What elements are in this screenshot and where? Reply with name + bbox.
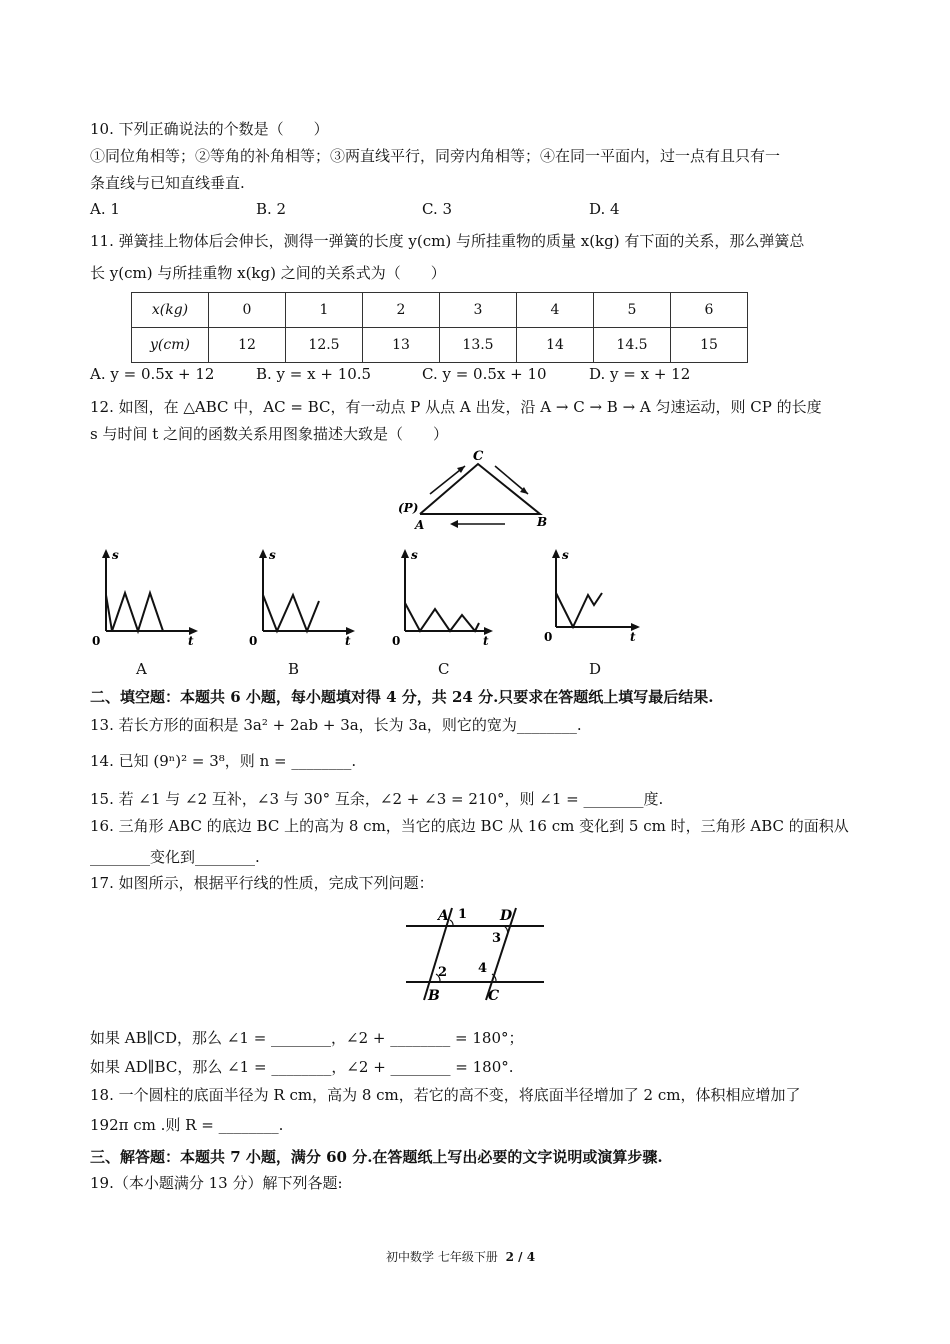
q10-stem: 10. 下列正确说法的个数是（ ） [90, 120, 329, 138]
label-b: B [537, 515, 548, 529]
q15: 15. 若 ∠1 与 ∠2 互补，∠3 与 30° 互余，∠2 + ∠3 = 210°，则 ∠1 = ________度. [90, 790, 664, 808]
q11-option-d: D. y = x + 12 [589, 365, 691, 383]
table-cell: 2 [363, 293, 440, 328]
label-a: A [415, 518, 425, 532]
q10-option-d: D. 4 [589, 200, 620, 218]
table-cell: 14.5 [594, 328, 671, 363]
label-c: C [473, 449, 484, 464]
axis-t-label: t [188, 634, 194, 648]
q14: 14. 已知 (9ⁿ)² = 3⁸，则 n = ________. [90, 752, 357, 770]
q10-option-c: C. 3 [422, 200, 453, 218]
q17-stem: 17. 如图所示，根据平行线的性质，完成下列问题： [90, 874, 434, 892]
table-row [132, 328, 748, 363]
label-b: B [428, 988, 440, 1004]
table-cell: 14 [517, 328, 594, 363]
axis-s-label: s [562, 548, 569, 562]
label-3: 3 [492, 931, 502, 946]
q10-body-line1: ①同位角相等；②等角的补角相等；③两直线平行，同旁内角相等；④在同一平面内，过一点有且只有一 [90, 147, 781, 165]
table-cell: 1 [286, 293, 363, 328]
q12-line1: 12. 如图，在 △ABC 中，AC = BC，有一动点 P 从点 A 出发，沿 A → C → B → A 匀速运动，则 CP 的长度 [90, 398, 822, 416]
table-cell: 0 [209, 293, 286, 328]
axis-t-label: t [345, 634, 351, 648]
origin-label: 0 [249, 634, 258, 648]
table-row [132, 293, 748, 328]
graph-c [393, 545, 508, 650]
axis-s-label: s [269, 548, 276, 562]
q17-line1: 如果 AB∥CD，那么 ∠1 = ________，∠2 + ________ = 180°； [90, 1029, 524, 1047]
graph-b-label: B [288, 660, 300, 678]
q16-line2: ________变化到________. [90, 848, 260, 866]
table-cell: 5 [594, 293, 671, 328]
graph-a-label: A [136, 660, 147, 678]
footer [386, 1248, 535, 1265]
graph-d-label: D [589, 660, 602, 678]
q11-line1: 11. 弹簧挂上物体后会伸长，测得一弹簧的长度 y(cm) 与所挂重物的质量 x(kg) 有下面的关系，那么弹簧总 [90, 232, 805, 250]
q11-option-b: B. y = x + 10.5 [256, 365, 372, 383]
table-cell: 4 [517, 293, 594, 328]
table-header-x: x(kg) [132, 293, 209, 328]
axis-s-label: s [411, 548, 418, 562]
graph-d [540, 545, 655, 650]
q10-option-a: A. 1 [90, 200, 120, 218]
axis-s-label: s [112, 548, 119, 562]
q16-line1: 16. 三角形 ABC 的底边 BC 上的高为 8 cm，当它的底边 BC 从 16 cm 变化到 5 cm 时，三角形 ABC 的面积从 [90, 817, 849, 835]
label-c: C [488, 988, 500, 1004]
graph-c-label: C [438, 660, 450, 678]
q13: 13. 若长方形的面积是 3a² + 2ab + 3a，长为 3a，则它的宽为________. [90, 716, 582, 734]
label-2: 2 [438, 965, 448, 980]
graph-a [88, 545, 203, 650]
origin-label: 0 [544, 630, 553, 644]
q18-line2: 192π cm .则 R = ________. [90, 1116, 284, 1134]
origin-label: 0 [392, 634, 401, 648]
spring-data-table [131, 292, 748, 363]
footer-text: 初中数学 七年级下册 [386, 1250, 498, 1264]
table-cell: 13.5 [440, 328, 517, 363]
q10-option-b: B. 2 [256, 200, 287, 218]
axis-t-label: t [483, 634, 489, 648]
page-number: 2 / 4 [505, 1250, 536, 1264]
q18-line1: 18. 一个圆柱的底面半径为 R cm，高为 8 cm，若它的高不变，将底面半径增加了 2 cm，体积相应增加了 [90, 1086, 801, 1104]
label-p: (P) [398, 501, 419, 515]
q17-line2: 如果 AD∥BC，那么 ∠1 = ________，∠2 + ________ = 180°. [90, 1058, 514, 1076]
label-a: A [438, 908, 449, 924]
table-cell: 6 [671, 293, 748, 328]
label-1: 1 [458, 907, 468, 922]
label-d: D [500, 908, 513, 924]
graph-b [245, 545, 360, 650]
table-cell: 13 [363, 328, 440, 363]
q12-line2: s 与时间 t 之间的函数关系用图象描述大致是（ ） [90, 425, 449, 443]
section-2-heading: 二、填空题：本题共 6 小题，每小题填对得 4 分，共 24 分.只要求在答题纸上填写最后结果. [90, 688, 714, 706]
section-3-heading: 三、解答题：本题共 7 小题，满分 60 分.在答题纸上写出必要的文字说明或演算步骤. [90, 1148, 663, 1166]
q19: 19.（本小题满分 13 分）解下列各题: [90, 1174, 343, 1192]
q11-option-a: A. y = 0.5x + 12 [90, 365, 215, 383]
table-header-y: y(cm) [132, 328, 209, 363]
q10-body-line2: 条直线与已知直线垂直. [90, 174, 245, 192]
label-4: 4 [478, 961, 488, 976]
origin-label: 0 [92, 634, 101, 648]
parallel-lines-figure [400, 900, 550, 1010]
axis-t-label: t [630, 630, 636, 644]
table-cell: 12 [209, 328, 286, 363]
triangle-figure [395, 446, 565, 536]
table-cell: 15 [671, 328, 748, 363]
table-cell: 12.5 [286, 328, 363, 363]
q11-line2: 长 y(cm) 与所挂重物 x(kg) 之间的关系式为（ ） [90, 264, 446, 282]
q11-option-c: C. y = 0.5x + 10 [422, 365, 547, 383]
table-cell: 3 [440, 293, 517, 328]
